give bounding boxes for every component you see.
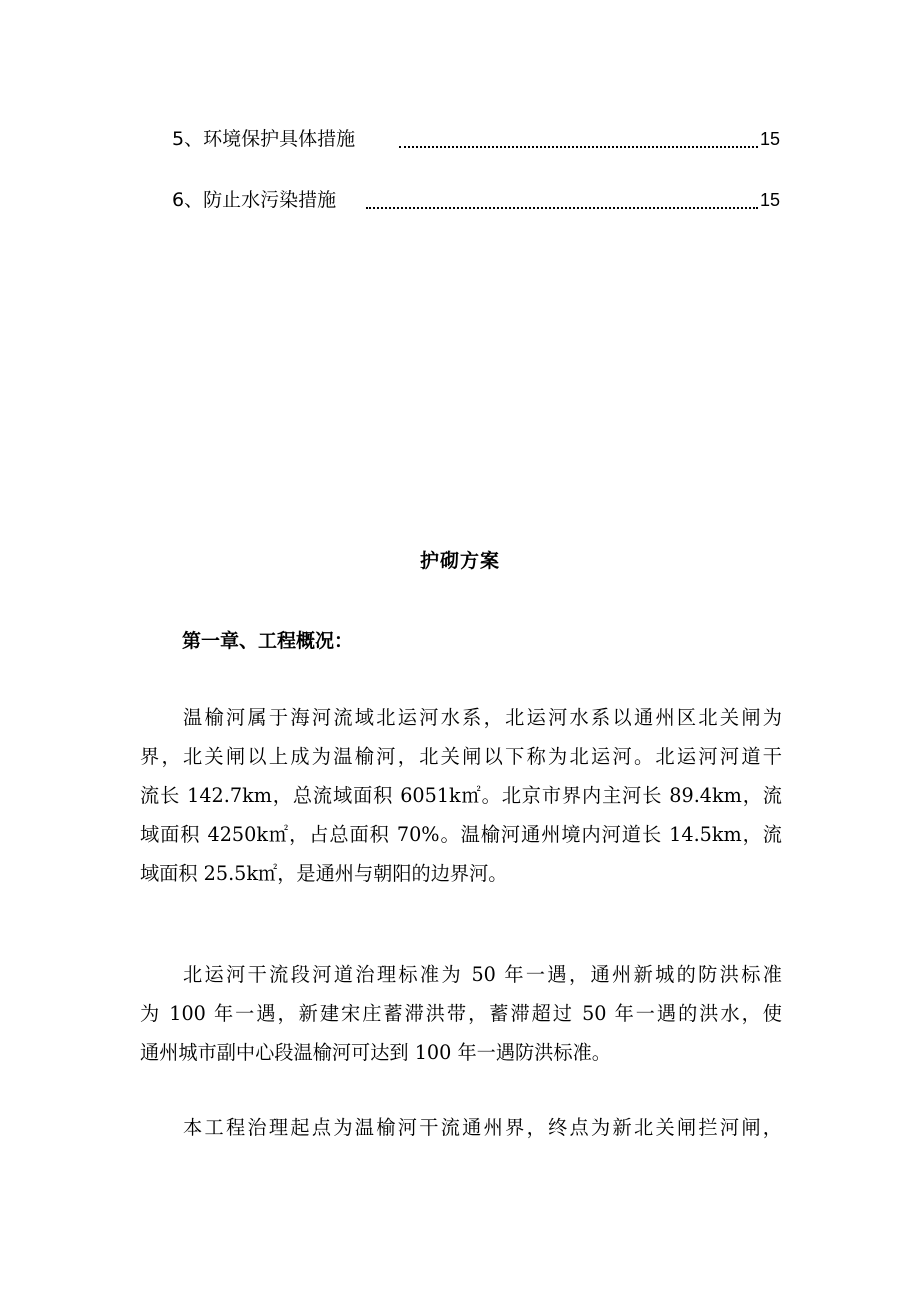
paragraph-line: 为 100 年一遇，新建宋庄蓄滞洪带，蓄滞超过 50 年一遇的洪水，使 <box>140 1002 782 1025</box>
paragraph-overview <box>140 698 782 893</box>
paragraph-line: 域面积 25.5k㎡，是通州与朝阳的边界河。 <box>140 862 508 885</box>
paragraph-project-scope <box>140 1108 782 1147</box>
toc-dot-leader <box>399 126 758 148</box>
paragraph-line: 流长 142.7km，总流域面积 6051k㎡。北京市界内主河长 89.4km，流 <box>140 784 782 807</box>
paragraph-line: 域面积 4250k㎡，占总面积 70%。温榆河通州境内河道长 14.5km，流 <box>140 823 782 846</box>
chapter-heading: 第一章、工程概况： <box>182 630 354 652</box>
toc-entry-title: 6、防止水污染措施 <box>172 189 337 211</box>
toc-entry-5[interactable] <box>172 120 780 152</box>
toc-entry-page-number: 15 <box>759 190 780 210</box>
paragraph-flood-standard <box>140 955 782 1072</box>
toc-entry-6[interactable] <box>172 181 780 213</box>
document-title: 护砌方案 <box>419 550 500 572</box>
paragraph-line: 通州城市副中心段温榆河可达到 100 年一遇防洪标准。 <box>140 1041 611 1064</box>
paragraph-line: 本工程治理起点为温榆河干流通州界，终点为新北关闸拦河闸， <box>183 1116 782 1139</box>
paragraph-line: 北运河干流段河道治理标准为 50 年一遇，通州新城的防洪标准 <box>183 963 782 986</box>
paragraph-line: 界，北关闸以上成为温榆河，北关闸以下称为北运河。北运河河道干 <box>140 745 782 768</box>
toc-entry-title: 5、环境保护具体措施 <box>172 128 356 150</box>
paragraph-line: 温榆河属于海河流域北运河水系，北运河水系以通州区北关闸为 <box>183 706 782 729</box>
toc-dot-leader <box>366 187 758 209</box>
toc-entry-page-number: 15 <box>759 129 780 149</box>
